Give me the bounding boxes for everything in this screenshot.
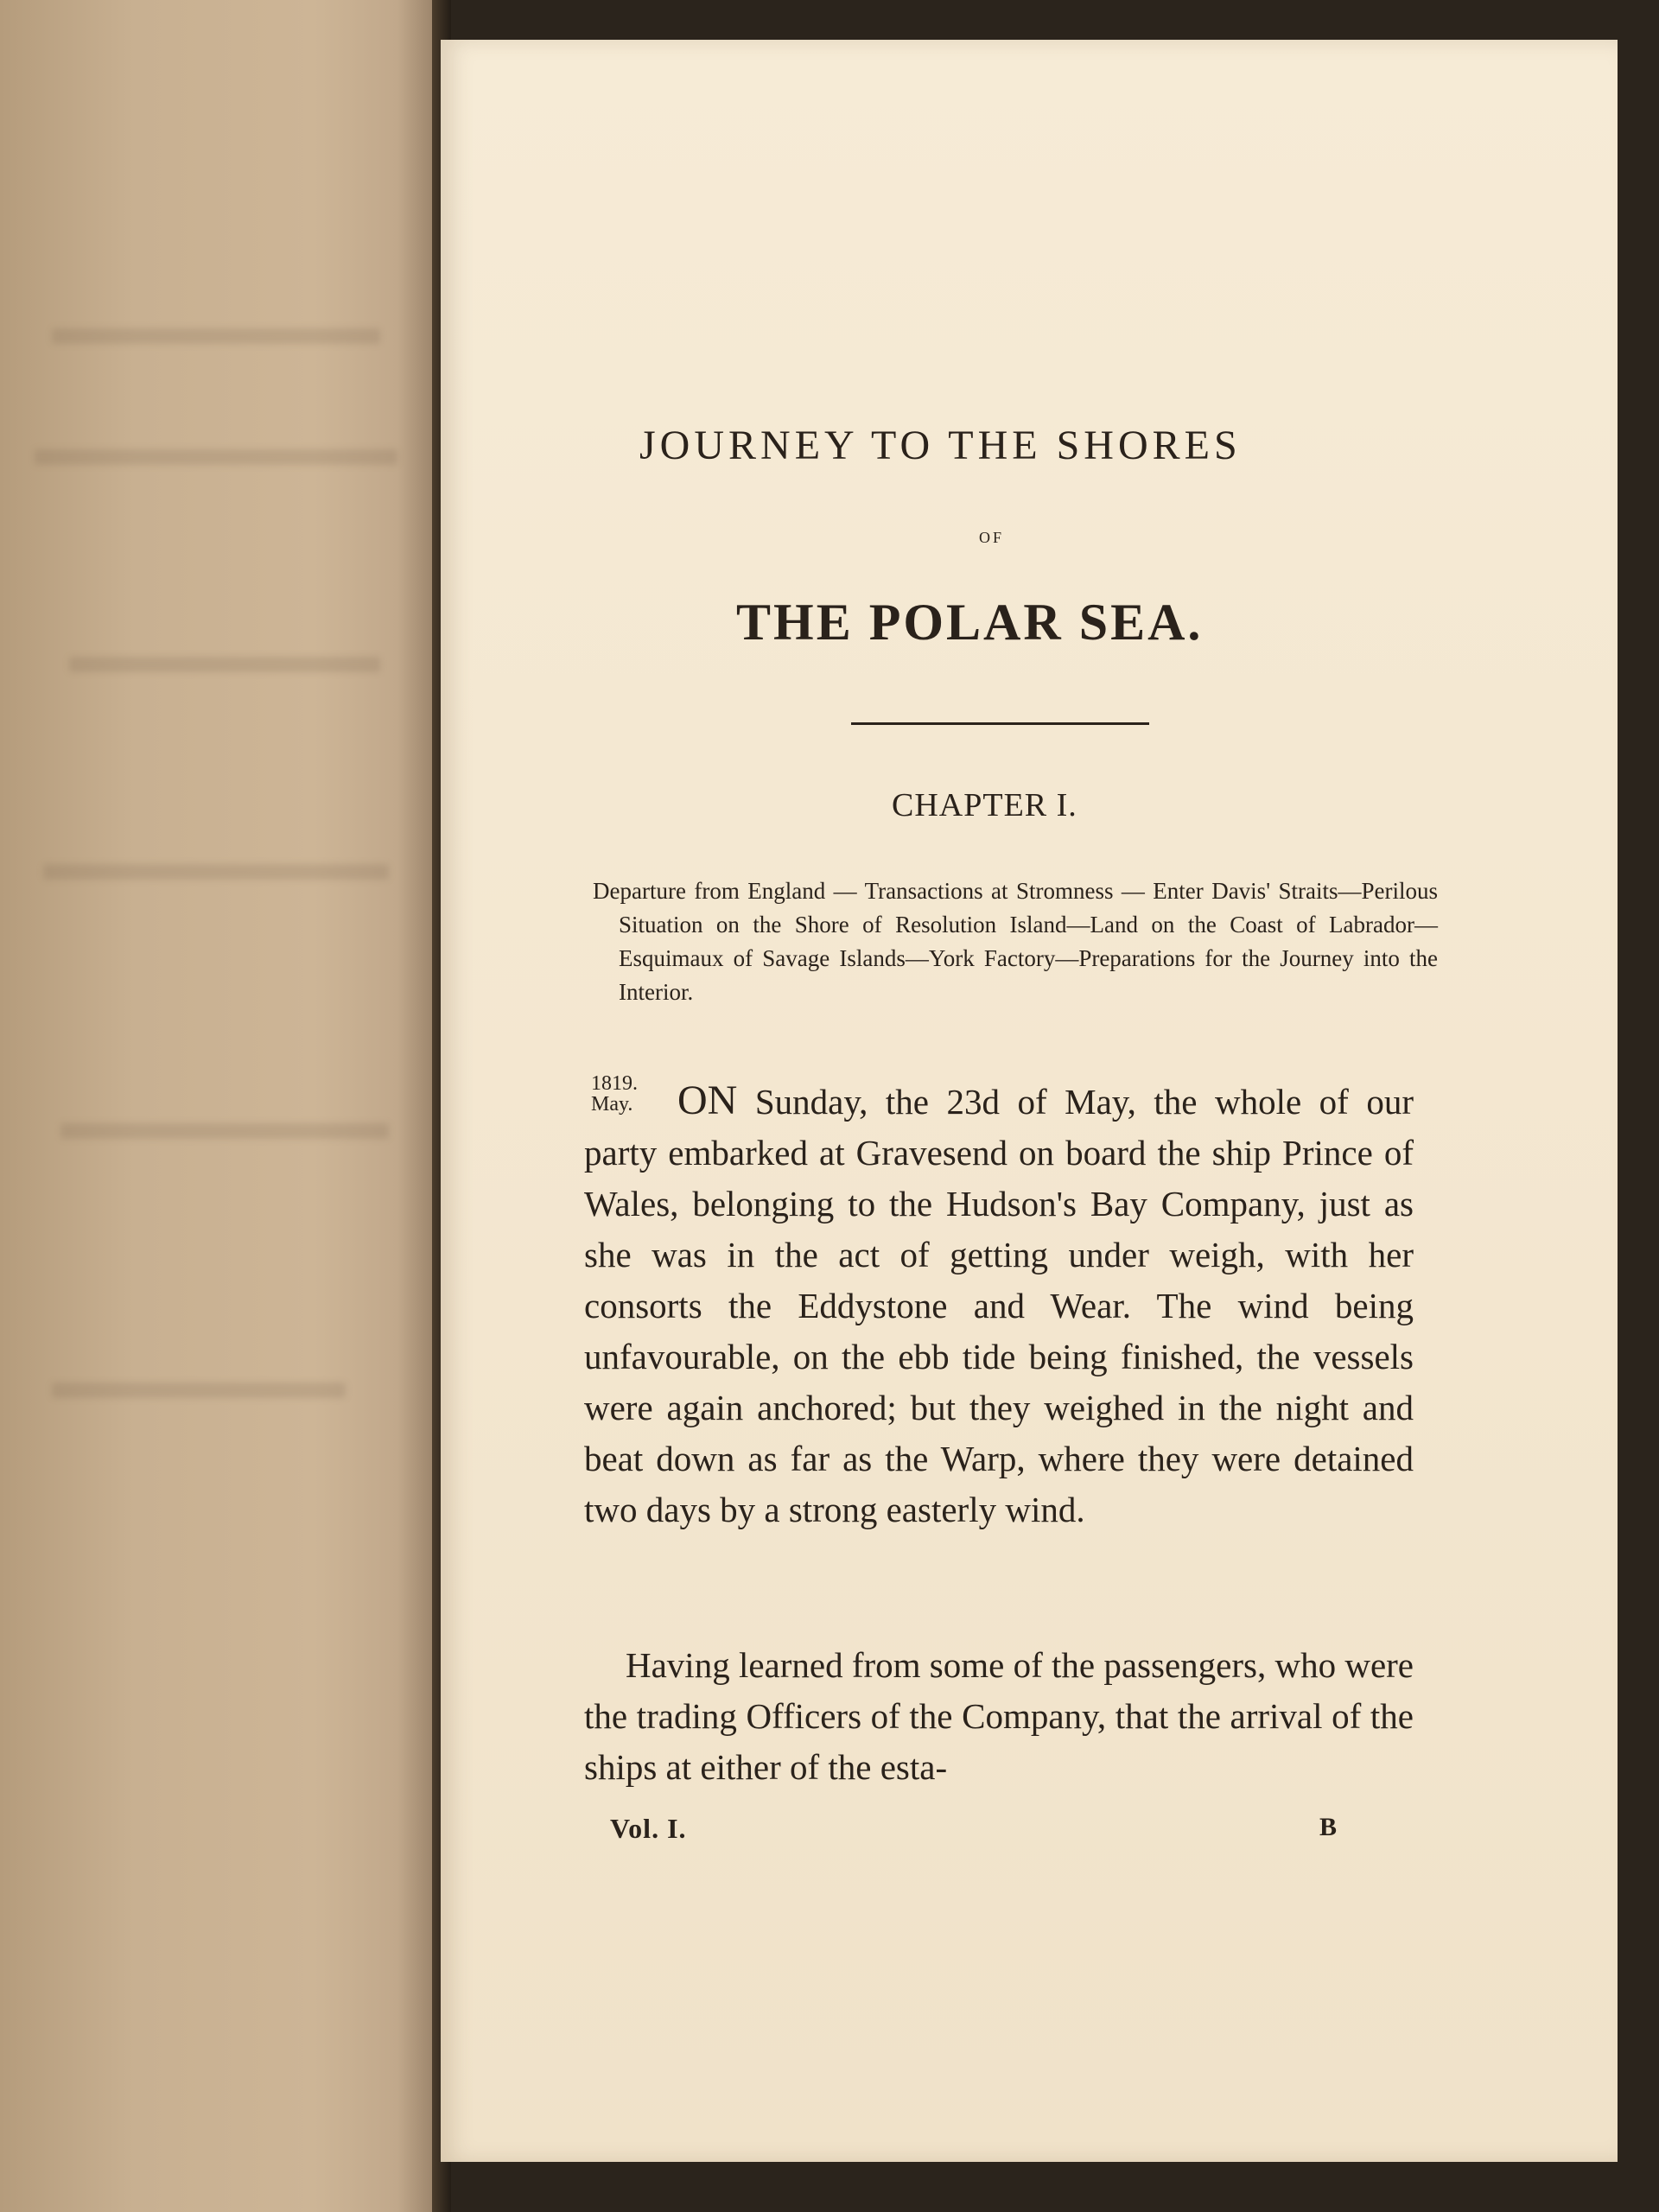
chapter-summary-text: Departure from England — Transactions at Stromness — Enter Davis' Straits—Perilous Situation on the Shore of Resolution Island—Land on the Coast of Labrador—Esquimaux of Savage Islands—York Factory—Preparations for the Journey into the Interior. bbox=[593, 878, 1438, 1005]
margin-year: 1819. bbox=[591, 1072, 638, 1095]
ghost-text-line bbox=[52, 1382, 346, 1398]
signature-mark: B bbox=[1319, 1813, 1338, 1841]
ghost-text-line bbox=[52, 328, 380, 344]
title-rule bbox=[851, 722, 1149, 725]
book-title-line-2: THE POLAR SEA. bbox=[736, 594, 1204, 651]
book-title-line-1: JOURNEY TO THE SHORES bbox=[639, 423, 1242, 468]
volume-marker: Vol. I. bbox=[610, 1813, 687, 1844]
chapter-heading: CHAPTER I. bbox=[892, 787, 1077, 823]
paragraph-1-lead: ON bbox=[677, 1077, 738, 1123]
paragraph-2-text: Having learned from some of the passengers, who were the trading Officers of the Company, that the arrival of the ships at either of the esta- bbox=[584, 1645, 1414, 1787]
margin-month: May. bbox=[591, 1093, 633, 1116]
ghost-text-line bbox=[69, 657, 380, 672]
paragraph-1-text: Sunday, the 23d of May, the whole of our party embarked at Gravesend on board the ship Prince of Wales, belonging to the Hudson's Bay Company, just as she was in the act of getting under weigh, with her consorts the Eddystone and Wear. The wind being unfavourable, on the ebb tide being finished, the vessels were again anchored; but they weighed in the night and beat down as far as the Warp, where they were detained two days by a strong easterly wind. bbox=[584, 1082, 1414, 1529]
ghost-text-line bbox=[60, 1123, 389, 1139]
paragraph-1 bbox=[584, 1072, 1414, 1535]
ghost-text-line bbox=[35, 449, 397, 465]
ghost-text-line bbox=[43, 864, 389, 880]
chapter-summary bbox=[593, 874, 1438, 1009]
facing-page bbox=[0, 0, 449, 2212]
paragraph-2 bbox=[584, 1640, 1414, 1793]
book-title-of: OF bbox=[979, 529, 1005, 546]
